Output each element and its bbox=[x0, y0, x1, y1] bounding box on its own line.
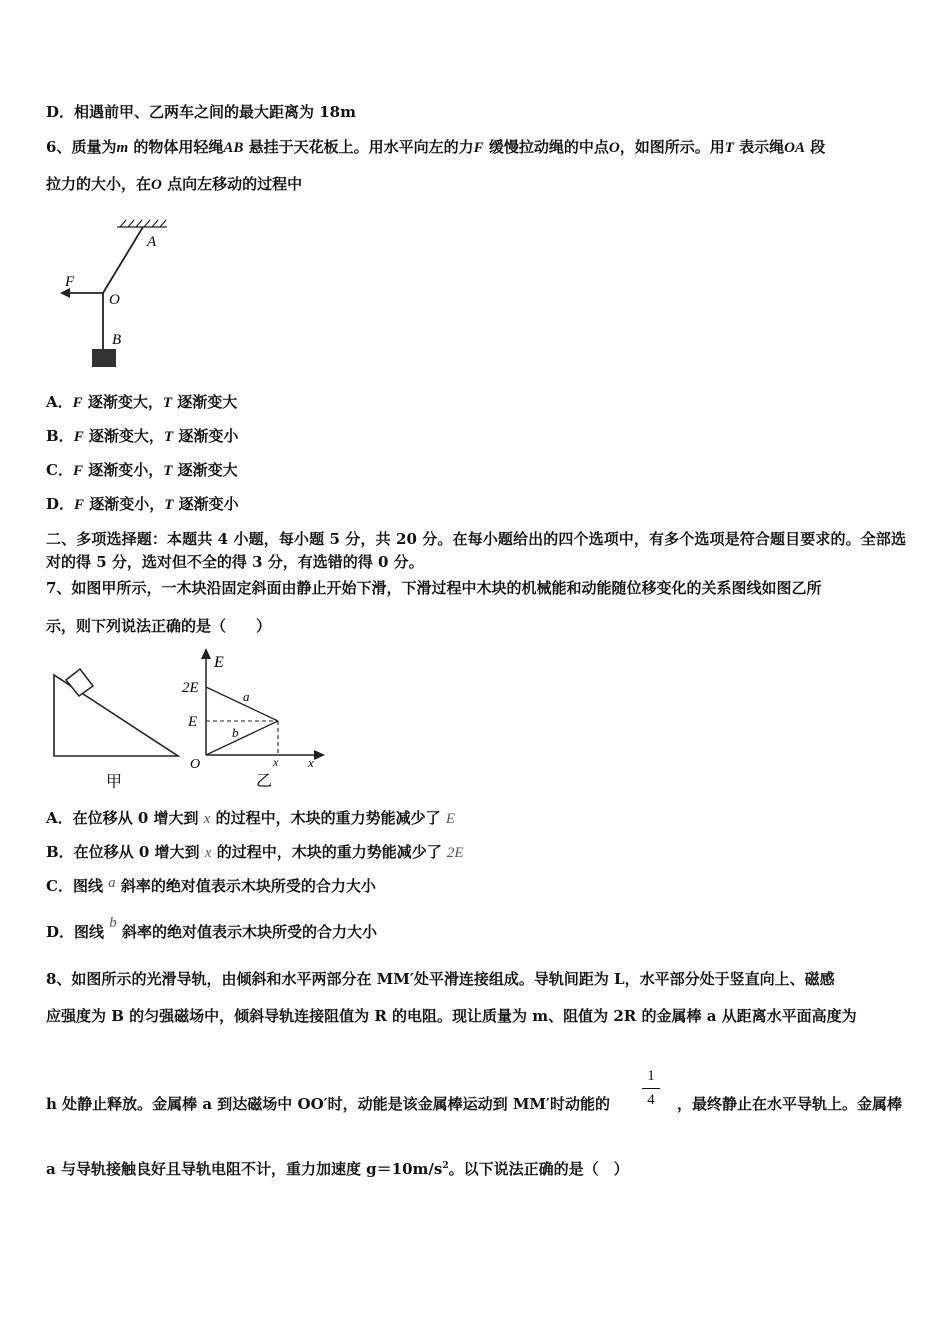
frac-den: 4 bbox=[647, 1092, 655, 1108]
label-b: b bbox=[232, 725, 239, 740]
label-tick-x: x bbox=[273, 755, 279, 769]
q6-stem-line1: 6、质量为m 的物体用轻绳AB 悬挂于天花板上。用水平向左的力F 缓慢拉动绳的中点O，如图所示。用T 表示绳OA 段 bbox=[46, 138, 826, 156]
q6-option-d[interactable]: D．F 逐渐变小，T 逐渐变小 bbox=[46, 495, 239, 513]
q8-line2: 应强度为 B 的匀强磁场中，倾斜导轨连接阻值为 R 的电阻。现让质量为 m、阻值为 2R 的金属棒 a 从距离水平面高度为 bbox=[46, 1007, 857, 1025]
q8-line4: a 与导轨接触良好且导轨电阻不计，重力加速度 $g=10m/s^2$。以下说法正确的是（ ） bbox=[46, 1160, 629, 1178]
q6-option-c[interactable]: C．F 逐渐变小，T 逐渐变大 bbox=[46, 461, 238, 479]
q6-stem-line2: 拉力的大小，在O 点向左移动的过程中 bbox=[46, 175, 303, 193]
wood-block bbox=[66, 669, 93, 696]
q8-line3-b: ，最终静止在水平导轨上。金属棒 bbox=[677, 1095, 903, 1113]
q7-stem-line1: 7、如图甲所示，一木块沿固定斜面由静止开始下滑，下滑过程中木块的机械能和动能随位移变化的关系图线如图乙所 bbox=[46, 579, 822, 597]
x-axis-arrow bbox=[314, 750, 325, 760]
label-jia: 甲 bbox=[106, 774, 123, 791]
line-b bbox=[206, 721, 278, 755]
fraction-one-quarter bbox=[640, 1068, 662, 1109]
q7-option-c[interactable]: C．图线 a 斜率的绝对值表示木块所受的合力大小 bbox=[46, 875, 376, 895]
label-yi: 乙 bbox=[256, 773, 273, 790]
q7-option-a[interactable]: A．在位移从 0 增大到 x 的过程中，木块的重力势能减少了 E bbox=[46, 809, 456, 827]
rope-oa bbox=[103, 227, 143, 293]
ceiling bbox=[117, 220, 167, 227]
label-o: O bbox=[109, 292, 120, 308]
q7-option-b[interactable]: B．在位移从 0 增大到 x 的过程中，木块的重力势能减少了 2E bbox=[46, 843, 464, 861]
e-axis-arrow bbox=[201, 648, 211, 659]
q7-option-d[interactable]: D．图线 b 斜率的绝对值表示木块所受的合力大小 bbox=[46, 915, 377, 941]
q7-stem-line2: 示，则下列说法正确的是（ ） bbox=[46, 617, 272, 635]
label-f: F bbox=[65, 274, 75, 290]
label-e-axis: E bbox=[214, 654, 224, 671]
q8-line1: 8、如图所示的光滑导轨，由倾斜和水平两部分在 MM′处平滑连接组成。导轨间距为 L，水平部分处于竖直向上、磁感 bbox=[46, 970, 835, 988]
block bbox=[92, 349, 116, 367]
q6-figure bbox=[55, 215, 185, 375]
q5-option-d[interactable]: D．相遇前甲、乙两车之间的最大距离为 18m bbox=[46, 103, 356, 121]
q6-option-b[interactable]: B．F 逐渐变大，T 逐渐变小 bbox=[46, 427, 239, 445]
q7-figure-yi bbox=[178, 645, 328, 795]
q8-line3-a: h 处静止释放。金属棒 a 到达磁场中 OO′时，动能是该金属棒运动到 MM′时动能的 bbox=[46, 1095, 610, 1113]
q7-figure-jia bbox=[50, 660, 185, 795]
label-e: E bbox=[188, 714, 198, 730]
label-a: a bbox=[243, 689, 250, 704]
label-origin: O bbox=[190, 757, 201, 772]
label-b: B bbox=[112, 332, 122, 348]
label-x-axis: x bbox=[308, 755, 314, 770]
frac-num: 1 bbox=[647, 1068, 655, 1084]
section2-header: 二、多项选择题：本题共 4 小题，每小题 5 分，共 20 分。在每小题给出的四个选项中，有多个选项是符合题目要求的。全部选对的得 5 分，选对但不全的得 3 分，有选错的得 0 分。 bbox=[46, 530, 906, 571]
line-a bbox=[206, 687, 278, 721]
label-a: A bbox=[147, 234, 157, 250]
q6-option-a[interactable]: A．F 逐渐变大，T 逐渐变大 bbox=[46, 393, 238, 411]
label-2e: 2E bbox=[182, 680, 199, 696]
